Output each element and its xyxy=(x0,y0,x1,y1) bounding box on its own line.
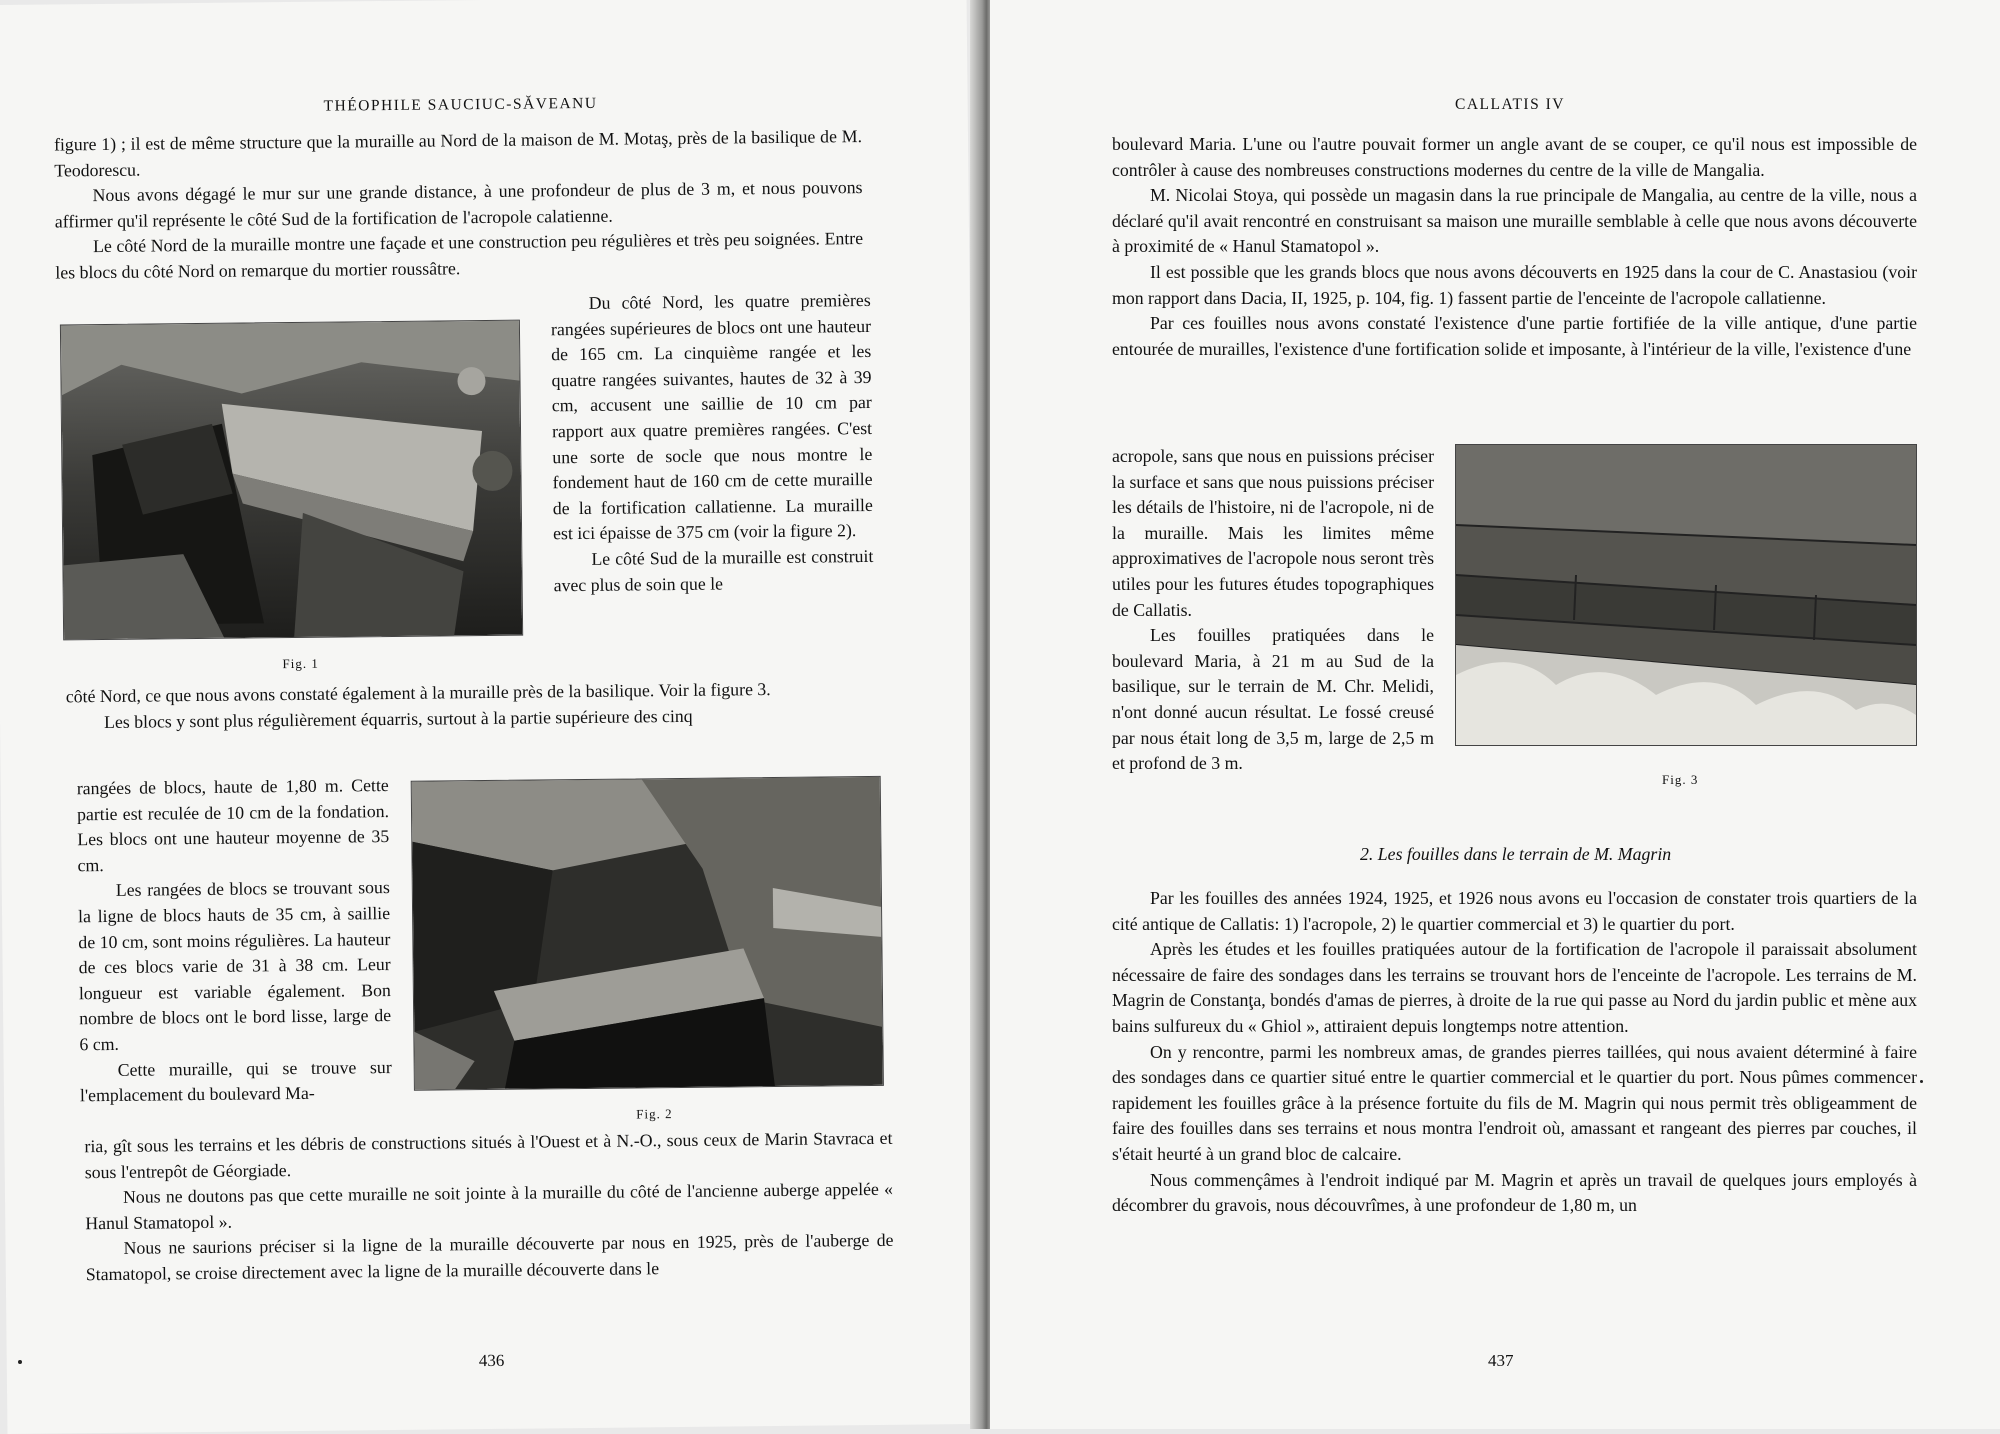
left-left-column xyxy=(77,773,392,1109)
paragraph: M. Nicolai Stoya, qui possède un magasin dans la rue principale de Mangalia, au centre de la ville, nous a déclaré qu'il avait rencontré en construisant sa maison une muraille semblable à celle que nous avons découverte à proximité de « Hanul Stamatopol ». xyxy=(1112,185,1917,257)
paragraph: Nous avons dégagé le mur sur une grande distance, à une profondeur de plus de 3 m, et nous pouvons affirmer qu'il représente le côté Sud de la fortification de l'acropole calatienne. xyxy=(54,177,863,232)
left-mid-text xyxy=(66,676,874,736)
figure-1-photo xyxy=(60,320,523,641)
paragraph: On y rencontre, parmi les nombreux amas, de grandes pierres taillées, qui nous avaient déterminé à faire des sondages dans ce quartier situé entre le quartier commercial et le quartier du port. Nous pûmes commencer rapidement les fouilles grâce à la présence fortuite du fils de M. Magrin qui nous permit très obligeamment de faire des fouilles dans ses terrains et nous montra l'endroit où, amassant et rangeant des pierres par couches, il s'était heurté à un grand bloc de calcaire. xyxy=(1112,1041,1917,1164)
left-top-text xyxy=(54,124,864,286)
figure-1-caption: Fig. 1 xyxy=(282,655,319,672)
scan-speck xyxy=(18,1360,22,1364)
right-page xyxy=(990,0,2000,1429)
figure-2-caption: Fig. 2 xyxy=(636,1106,673,1122)
paragraph: Le côté Sud de la muraille est construit avec plus de soin que le xyxy=(553,545,874,595)
left-page xyxy=(0,0,981,1434)
paragraph: Les fouilles pratiquées dans le boulevard Maria, à 21 m au Sud de la basilique, sur le terrain de M. Chr. Melidi, n'ont donné aucun résultat. Le fossé creusé par nous était long de 3,5 m, large de 2,5 m et profond de 3 m. xyxy=(1112,625,1434,774)
paragraph: Les rangées de blocs se trouvant sous la ligne de blocs hauts de 35 cm, à saillie de 10 cm, sont moins régulières. La hauteur de ces blocs varie de 31 à 38 cm. Leur longueur est variable également. Bon nombre de blocs ont le bord lisse, large de 6 cm. xyxy=(77,877,392,1055)
paragraph: Nous ne doutons pas que cette muraille ne soit jointe à la muraille du côté de l'ancienne auberge appelée « Hanul Stamatopol ». xyxy=(85,1178,894,1234)
right-bottom-text xyxy=(1112,886,1917,1219)
paragraph: Il est possible que les grands blocs que nous avons découverts en 1925 dans la cour de C. Anastasiou (voir mon rapport dans Dacia, II, 1925, p. 104, fig. 1) fassent partie de l'enceinte de l'acropole callatienne. xyxy=(1112,261,1917,308)
paragraph: ria, gît sous les terrains et les débris de constructions situés à l'Ouest et à N.-O., sous ceux de Marin Stavraca et sous l'entrepôt de Géorgiade. xyxy=(84,1127,893,1182)
section-title: 2. Les fouilles dans le terrain de M. Magrin xyxy=(1360,844,1672,864)
scan-speck xyxy=(1920,1080,1923,1083)
figure-3-photo xyxy=(1455,444,1917,746)
left-running-head: THÉOPHILE SAUCIUC-SĂVEANU xyxy=(323,94,598,115)
paragraph: Le côté Nord de la muraille montre une façade et une construction peu régulières et très peu soignées. Entre les blocs du côté Nord on remarque du mortier roussâtre. xyxy=(55,228,864,283)
paragraph: Nous ne saurions préciser si la ligne de la muraille découverte par nous en 1925, près de l'auberge de Stamatopol, se croise directement avec la ligne de la muraille découverte dans le xyxy=(85,1230,894,1285)
paragraph: côté Nord, ce que nous avons constaté également à la muraille près de la basilique. Voir la figure 3. xyxy=(65,679,771,707)
right-running-head: CALLATIS IV xyxy=(1455,96,1565,113)
figure-3-caption: Fig. 3 xyxy=(1662,772,1699,787)
right-page-number: 437 xyxy=(1488,1351,1514,1370)
paragraph: Cette muraille, qui se trouve sur l'emplacement du boulevard Ma- xyxy=(79,1056,392,1106)
right-left-column xyxy=(1112,444,1434,777)
paragraph: rangées de blocs, haute de 1,80 m. Cette partie est reculée de 10 cm de la fondation. Les blocs ont une hauteur moyenne de 35 cm. xyxy=(76,775,390,876)
paragraph: figure 1) ; il est de même structure que la muraille au Nord de la maison de M. Motaş, près de la basilique de M. Teodorescu. xyxy=(53,126,863,181)
paragraph: Du côté Nord, les quatre premières rangées supérieures de blocs ont une hauteur de 165 cm. La cinquième rangée et les quatre rangées suivantes, hautes de 32 à 39 cm, accusent une saillie de 10 cm par rapport aux quatre premières rangées. C'est une sorte de socle que nous montre le fondement haut de 160 cm de cette muraille de la fortification callatienne. La muraille est ici épaisse de 375 cm (voir la figure 2). xyxy=(550,289,873,544)
paragraph: boulevard Maria. L'une ou l'autre pouvait former un angle avant de se couper, ce qu'il nous est impossible de contrôler à cause des nombreuses constructions modernes du centre de la ville de Mangalia. xyxy=(1112,134,1917,180)
paragraph: Nous commençâmes à l'endroit indiqué par M. Magrin et après un travail de quelques jours employés à décombrer du gravois, nous découvrîmes, à une profondeur de 1,80 m, un xyxy=(1112,1169,1917,1216)
figure-2-photo xyxy=(411,776,884,1091)
left-bottom-text xyxy=(84,1126,894,1288)
paragraph: Par ces fouilles nous avons constaté l'existence d'une partie fortifiée de la ville antique, d'une partie entourée de murailles, l'existence d'une fortification solide et imposante, à l'intérieur de la ville, l'existence d'une xyxy=(1112,313,1917,359)
paragraph: Après les études et les fouilles pratiquées autour de la fortification de l'acropole il paraissait absolument nécessaire de faire des sondages dans les terrains se trouvant hors de l'enceinte de l'acropole. Les terrains de M. Magrin de Constanţa, bondés d'amas de pierres, à droite de la rue qui passe au Nord du jardin public et mène aux bains sulfureux du « Ghiol », attiraient depuis longtemps notre attention. xyxy=(1112,939,1917,1036)
right-top-text xyxy=(1112,132,1917,362)
left-page-number: 436 xyxy=(478,1350,505,1371)
paragraph: Par les fouilles des années 1924, 1925, et 1926 nous avons eu l'occasion de constater trois quartiers de la cité antique de Callatis: 1) l'acropole, 2) le quartier commercial et 3) le quartier du port. xyxy=(1112,888,1917,934)
paragraph: Les blocs y sont plus régulièrement équarris, surtout à la partie supérieure des cinq xyxy=(103,705,693,732)
paragraph: acropole, sans que nous en puissions préciser la surface et sans que nous puissions préciser les détails de l'histoire, ni de l'acropole, ni de la muraille. Mais les limites même approximatives de l'acropole nous seront très utiles pour les futures études topographiques de Callatis. xyxy=(1112,446,1434,620)
left-right-column xyxy=(551,288,874,598)
